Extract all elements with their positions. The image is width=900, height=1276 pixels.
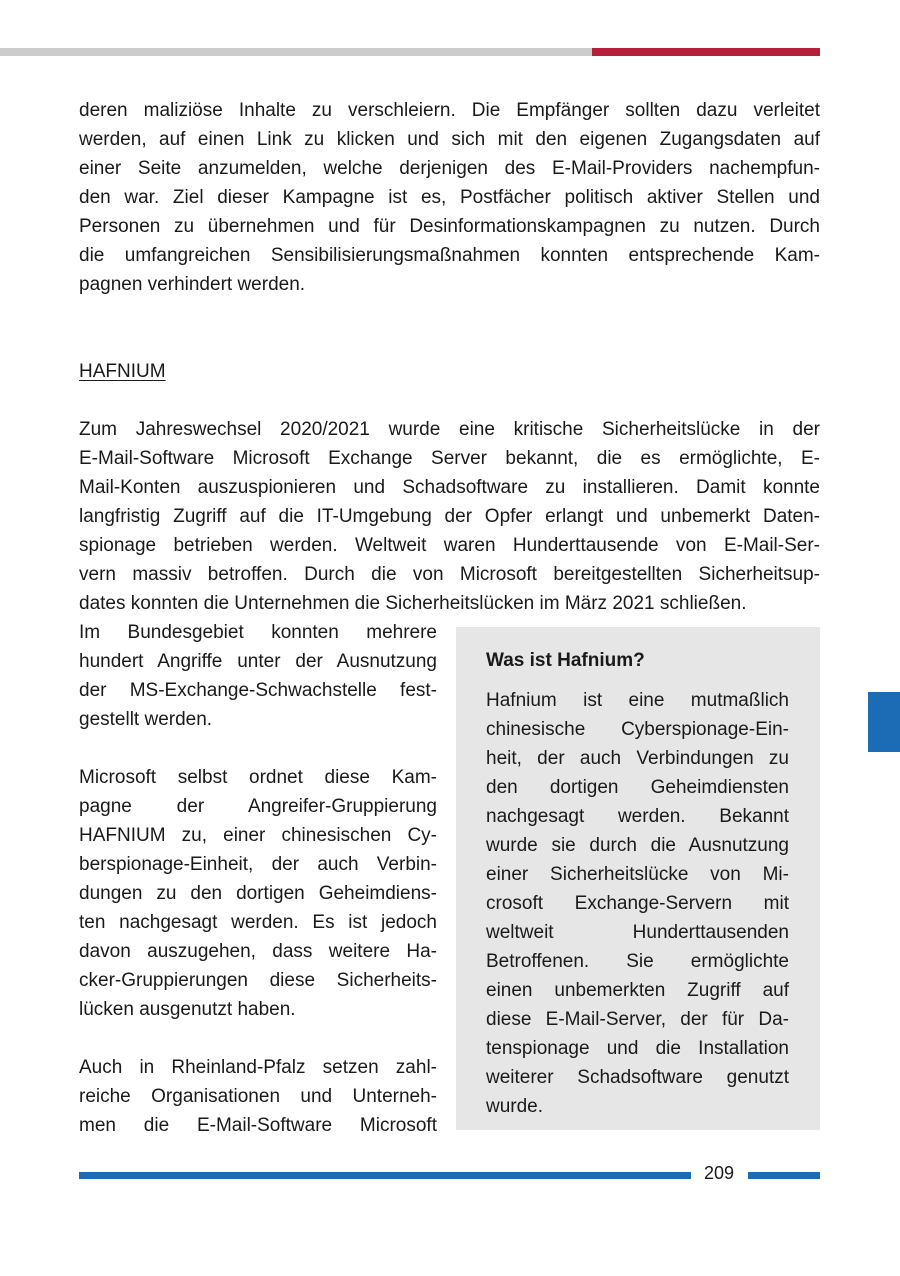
text-line: berspionage-Einheit, der auch Verbin-: [79, 854, 437, 875]
text-line: Im Bundesgebiet konnten mehrere: [79, 622, 437, 643]
text-line: reiche Organisationen und Unterneh-: [79, 1086, 437, 1107]
paragraph-gap: [79, 1024, 437, 1053]
text-line: die umfangreichen Sensibilisierungsmaßnahmen konnten entsprechende Kam-: [79, 245, 820, 266]
text-line: Auch in Rheinland-Pfalz setzen zahl-: [79, 1057, 437, 1078]
text-line: vern massiv betroffen. Durch die von Microsoft bereitgestellten Sicherheitsup-: [79, 564, 820, 585]
info-box-body: [486, 686, 789, 1121]
header-bar-gray: [0, 48, 592, 56]
footer-bar-left: [79, 1172, 691, 1179]
section-tab-marker: [868, 692, 900, 752]
page-number: 209: [703, 1163, 735, 1183]
text-line: Hafnium ist eine mutmaßlich: [486, 690, 789, 711]
text-line: Microsoft selbst ordnet diese Kam-: [79, 767, 437, 788]
text-line: wurde.: [486, 1096, 544, 1117]
text-line: einer Sicherheitslücke von Mi-: [486, 864, 789, 885]
text-line: der MS-Exchange-Schwachstelle fest-: [79, 680, 437, 701]
header-bar-red: [592, 48, 820, 56]
text-line: Betroffenen. Sie ermöglichte: [486, 951, 789, 972]
text-line: dungen zu den dortigen Geheimdiens-: [79, 883, 437, 904]
text-line: einer Seite anzumelden, welche derjenigen des E-Mail-Providers nachempfun-: [79, 158, 820, 179]
text-line: werden, auf einen Link zu klicken und sich mit den eigenen Zugangsdaten auf: [79, 129, 820, 150]
text-line: den dortigen Geheimdiensten: [486, 777, 789, 798]
text-line: E-Mail-Software Microsoft Exchange Server bekannt, die es ermöglichte, E-: [79, 448, 820, 469]
text-line: crosoft Exchange-Servern mit: [486, 893, 789, 914]
text-line: pagne der Angreifer-Gruppierung: [79, 796, 437, 817]
text-line: gestellt werden.: [79, 709, 213, 730]
info-box-title: Was ist Hafnium?: [486, 650, 645, 671]
text-line: Mail-Konten auszuspionieren und Schadsoftware zu installieren. Damit konnte: [79, 477, 820, 498]
text-line: deren maliziöse Inhalte zu verschleiern. Die Empfänger sollten dazu verleitet: [79, 100, 820, 121]
info-box: [456, 627, 820, 1130]
text-line: dates konnten die Unternehmen die Sicherheitslücken im März 2021 schließen.: [79, 593, 747, 614]
paragraph-hafnium: [79, 415, 820, 618]
text-line: davon auszugehen, dass weitere Ha-: [79, 941, 437, 962]
text-line: HAFNIUM zu, einer chinesischen Cy-: [79, 825, 437, 846]
text-line: heit, der auch Verbindungen zu: [486, 748, 789, 769]
paragraph-intro: [79, 96, 820, 299]
text-line: tenspionage und die Installation: [486, 1038, 789, 1059]
left-paragraph: [79, 763, 437, 1024]
text-line: ten nachgesagt werden. Es ist jedoch: [79, 912, 437, 933]
text-line: wurde sie durch die Ausnutzung: [486, 835, 789, 856]
text-line: lücken ausgenutzt haben.: [79, 999, 296, 1020]
left-paragraph: [79, 618, 437, 734]
paragraph-gap: [79, 734, 437, 763]
text-line: diese E-Mail-Server, der für Da-: [486, 1009, 789, 1030]
footer-bar-right: [748, 1172, 820, 1179]
text-line: Zum Jahreswechsel 2020/2021 wurde eine kritische Sicherheitslücke in der: [79, 419, 820, 440]
text-line: men die E-Mail-Software Microsoft: [79, 1115, 437, 1136]
text-line: weltweit Hunderttausenden: [486, 922, 789, 943]
text-line: hundert Angriffe unter der Ausnutzung: [79, 651, 437, 672]
text-line: langfristig Zugriff auf die IT-Umgebung der Opfer erlangt und unbemerkt Daten-: [79, 506, 820, 527]
text-line: Personen zu übernehmen und für Desinformationskampagnen zu nutzen. Durch: [79, 216, 820, 237]
text-line: einen unbemerkten Zugriff auf: [486, 980, 789, 1001]
text-line: cker-Gruppierungen diese Sicherheits-: [79, 970, 437, 991]
text-line: weiterer Schadsoftware genutzt: [486, 1067, 789, 1088]
left-column-text: [79, 618, 437, 1140]
section-heading: HAFNIUM: [79, 361, 166, 382]
text-line: pagnen verhindert werden.: [79, 274, 306, 295]
text-line: den war. Ziel dieser Kampagne ist es, Postfächer politisch aktiver Stellen und: [79, 187, 820, 208]
text-line: nachgesagt werden. Bekannt: [486, 806, 789, 827]
left-paragraph: [79, 1053, 437, 1140]
text-line: spionage betrieben werden. Weltweit waren Hunderttausende von E-Mail-Ser-: [79, 535, 820, 556]
text-line: chinesische Cyberspionage-Ein-: [486, 719, 789, 740]
